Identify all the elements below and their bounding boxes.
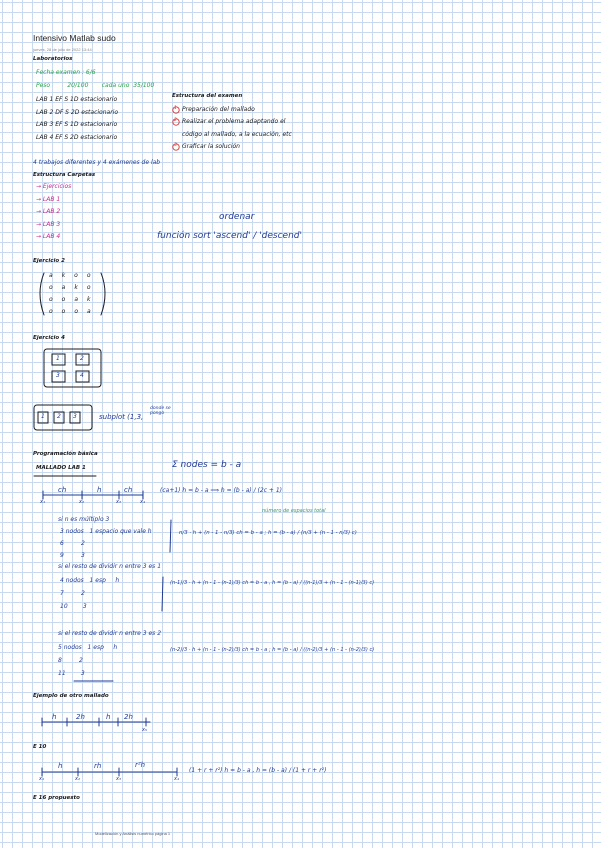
axis-label: 2h	[124, 713, 133, 721]
case-row: 11 3	[58, 670, 85, 677]
exam-step: código al mallado, a la ecuación, etc	[182, 131, 292, 138]
section-heading-programacion: Programación básica	[33, 451, 98, 457]
matrix-row: ooak	[49, 296, 100, 303]
exam-date: Fecha examen : 6/6	[36, 69, 96, 76]
case-2: si el resto de dividir n entre 3 es 1	[58, 563, 162, 570]
axis-tick: x₅	[142, 727, 147, 733]
case-row: 7 2	[60, 590, 85, 597]
folder-item: → LAB 1	[36, 196, 61, 203]
case-row: 3 nodos 1 espacio que vale h	[60, 528, 152, 535]
axis-tick: x₂	[75, 776, 80, 782]
exam-step: Graficar la solución	[182, 143, 240, 150]
sort-title: ordenar	[219, 212, 255, 222]
h-formula: (ca+1) h = b - a ⟹ h = (b - a) / (2c + 1)	[160, 487, 283, 494]
folder-item: → LAB 4	[36, 233, 61, 240]
axis-label: ch	[124, 486, 133, 494]
page-date: jueves, 28 de julio de 2022 13:44	[33, 47, 92, 52]
lab-item: LAB 4 EF S 2D estacionario	[36, 134, 118, 141]
e10-formula: (1 + r + r²) h = b - a , h = (b - a) / (1 + r + r²)	[189, 767, 327, 774]
row-box-label: 3	[73, 413, 77, 420]
axis-label: r²h	[135, 761, 146, 769]
case-row: 5 nodos 1 esp h	[58, 644, 118, 651]
axis-tick: x₃	[116, 776, 121, 782]
matrix-row: oooa	[49, 308, 100, 315]
page-footer: Modelización y Análisis numérico página 1	[95, 831, 171, 836]
mallado-heading: MALLADO LAB 1	[36, 465, 86, 471]
axis-tick: x₁	[39, 776, 44, 782]
matrix-row: oako	[49, 284, 100, 291]
labs-summary: 4 trabajos diferentes y 4 exámenes de lab	[33, 159, 161, 166]
lab-item: LAB 1 EF S 1D estacionario	[36, 96, 118, 103]
matrix-left-bracket	[40, 273, 44, 315]
case-row: 8 2	[58, 657, 83, 664]
folder-item: → LAB 3	[36, 221, 61, 228]
case-row: 10 3	[60, 603, 87, 610]
page-title: Intensivo Matlab sudo	[33, 33, 116, 43]
exam-step: Preparación del mallado	[182, 106, 255, 113]
formula-case-1: n/3 · h + (n - 1 - n/3) ch = b - a ; h = (b - a) / (n/3 + (n - 1 - n/3) c)	[179, 530, 357, 536]
grid-label: 3	[56, 372, 60, 379]
axis-tick: x₄	[174, 776, 179, 782]
section-heading-e10: E 10	[33, 744, 47, 750]
section-heading-ejemplo: Ejemplo de otro mallado	[33, 693, 109, 699]
case-1: si n es múltiplo 3	[58, 516, 110, 523]
axis-tick: x₃	[116, 499, 121, 505]
section-heading-e16: E 16 propuesto	[33, 795, 80, 801]
matrix-row: akoo	[49, 272, 100, 279]
case-row: 4 nodos 1 esp h	[60, 577, 120, 584]
axis-tick: x₁	[40, 499, 45, 505]
grid-outer-box	[44, 349, 101, 387]
axis-tick: x₂	[79, 499, 84, 505]
section-heading-folders: Estructura Carpetas	[33, 172, 96, 178]
row-box-label: 1	[41, 413, 45, 420]
axis-label: h	[97, 486, 102, 494]
section-heading-ejercicio-2: Ejercicio 2	[33, 258, 65, 264]
grid-label: 2	[80, 355, 84, 362]
axis-label: h	[52, 713, 57, 721]
step-marker-3-label: 3	[174, 143, 177, 148]
section-heading-laboratorios: Laboratorios	[33, 56, 73, 62]
section-heading-ejercicio-4: Ejercicio 4	[33, 335, 65, 341]
step-marker-2-label: 2	[174, 118, 177, 123]
axis-tick: x₄	[140, 499, 145, 505]
nodes-formula: Σ nodes = b - a	[172, 460, 242, 470]
folder-item: → LAB 2	[36, 208, 61, 215]
grid-label: 1	[56, 355, 60, 362]
axis-label: rh	[94, 762, 102, 770]
case-3: si el resto de dividir n entre 3 es 2	[58, 630, 162, 637]
subplot-call: subplot (1,3,	[99, 413, 144, 421]
formula-case-2: (n-1)/3 · h + (n - 1 - (n-1)/3) ch = b - a , h = (b - a) / ((n-1)/3 + (n - 1 - (n-1)/3) c)	[170, 580, 375, 586]
spaces-note: número de espacios total	[262, 508, 326, 514]
case-row: 6 2	[60, 540, 85, 547]
axis-label: h	[58, 762, 63, 770]
weight: Peso 20/100 cada uno 35/100	[36, 82, 155, 89]
grid-label: 4	[80, 372, 84, 379]
exam-step: Realizar el problema adaptando el	[182, 118, 286, 125]
sort-description: función sort 'ascend' / 'descend'	[157, 231, 302, 241]
lab-item: LAB 3 EF S 1D estacionario	[36, 121, 118, 128]
matrix-right-bracket	[101, 273, 105, 315]
row-box-label: 2	[57, 413, 61, 420]
case-row: 9 3	[60, 552, 85, 559]
axis-label: h	[106, 713, 111, 721]
lab-item: LAB 2 DF S 2D estacionario	[36, 109, 119, 116]
axis-label: 2h	[76, 713, 85, 721]
folder-item: → Ejercicios	[36, 183, 72, 190]
step-marker-1-label: 1	[174, 106, 177, 111]
subplot-note: donde se pongo	[150, 406, 171, 416]
formula-case-3: (n-2)/3 · h + (n - 1 - (n-2)/3) ch = b - a ; h = (b - a) / ((n-2)/3 + (n - 1 - (n-2)/3) c)	[170, 647, 375, 653]
axis-label: ch	[58, 486, 67, 494]
section-heading-exam-structure: Estructura del examen	[172, 93, 243, 99]
